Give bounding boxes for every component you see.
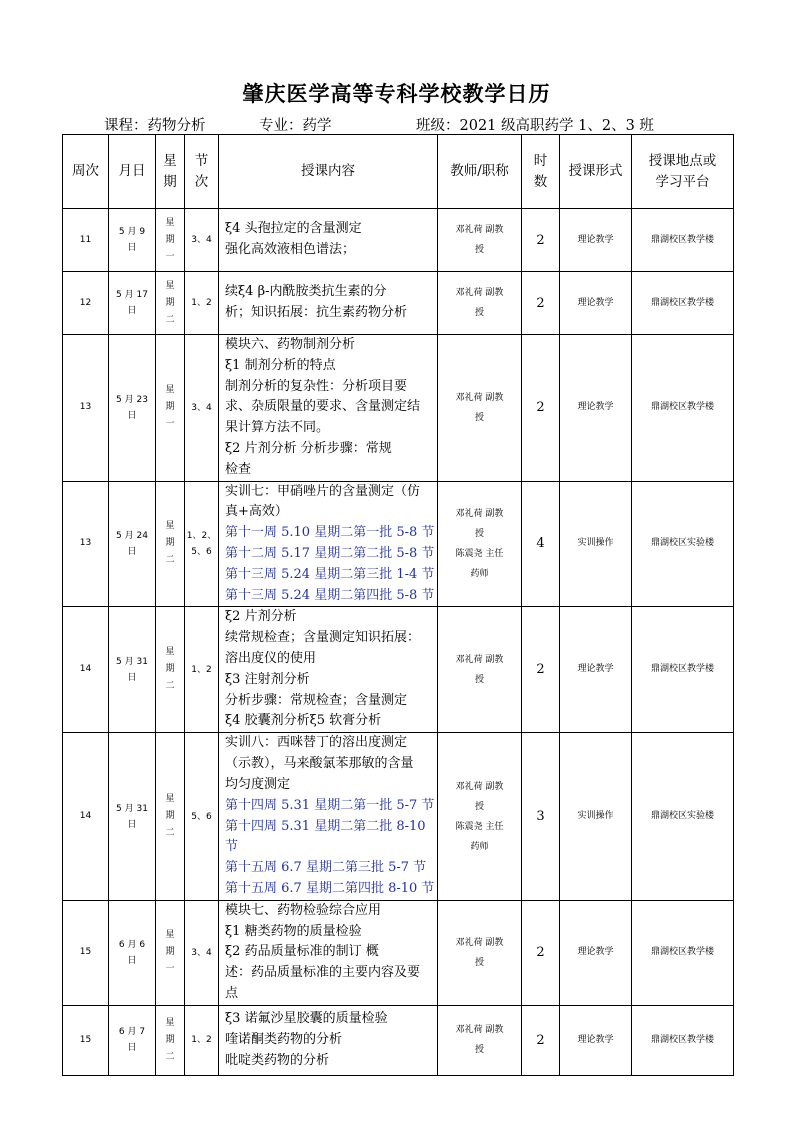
content-line: ξ2 药品质量标准的制订 概 [225, 944, 379, 960]
weekday-char: 期 [165, 538, 175, 549]
content-line: ξ4 胶囊剂分析ξ5 软膏分析 [225, 713, 382, 729]
section-line: 1、2 [191, 298, 212, 308]
date-cell [109, 481, 156, 607]
place-cell: 鼎湖校区实验楼 [632, 733, 734, 900]
teacher-cell [438, 900, 522, 1005]
form-cell: 理论教学 [560, 900, 632, 1005]
content-cell [219, 733, 438, 900]
form-cell: 理论教学 [560, 335, 632, 482]
section-cell [185, 209, 219, 272]
weekday-cell [156, 209, 185, 272]
content-line: ξ1 制剂分析的特点 [225, 357, 336, 373]
weekday-char: 星 [165, 647, 175, 658]
section-cell [185, 900, 219, 1005]
form-cell: 理论教学 [560, 272, 632, 335]
content-line: 析；知识拓展：抗生素药物分析 [225, 305, 408, 320]
content-line: ξ4 头孢拉定的含量测定 [225, 221, 362, 237]
weekday-char: 期 [165, 402, 175, 413]
weekday-char: 星 [165, 217, 175, 228]
weekday-cell [156, 607, 185, 733]
teacher-line: 邓礼荷 副教 [455, 392, 504, 403]
content-cell [219, 209, 438, 272]
section-cell [185, 733, 219, 900]
week-cell: 15 [63, 1005, 109, 1075]
date-line: 日 [127, 955, 137, 966]
table-row [63, 481, 734, 607]
date-line: 5 月 24 [116, 530, 148, 541]
teacher-cell [438, 481, 522, 607]
section-line: 3、4 [191, 235, 212, 245]
teacher-cell [438, 1005, 522, 1075]
teacher-line: 授 [474, 674, 484, 685]
schedule-batch-line: 第十一周 5.10 星期二第一批 5-8 节 [225, 525, 435, 541]
date-line: 5 月 9 [118, 227, 146, 237]
content-line: ξ3 诺氟沙星胶囊的质量检验 [225, 1011, 388, 1027]
date-line: 6 月 7 [118, 1027, 146, 1038]
weekday-char: 期 [165, 947, 175, 958]
content-line: ξ2 片剂分析 [225, 609, 297, 625]
date-line: 5 月 23 [116, 394, 148, 405]
section-cell [185, 481, 219, 607]
teacher-line: 邓礼荷 副教 [455, 1025, 504, 1036]
table-row [63, 1005, 734, 1075]
teacher-cell [438, 272, 522, 335]
week-cell: 12 [63, 272, 109, 335]
section-cell [185, 335, 219, 482]
week-cell: 11 [63, 209, 109, 272]
table-row [63, 900, 734, 1005]
place-cell: 鼎湖校区教学楼 [632, 209, 734, 272]
content-line: （示教），马来酸氯苯那敏的含量 [225, 756, 414, 772]
form-cell: 实训操作 [560, 481, 632, 607]
weekday-char: 期 [165, 664, 175, 675]
content-line: 溶出度仪的使用 [225, 651, 317, 667]
week-cell: 13 [63, 481, 109, 607]
header-form: 授课形式 [560, 135, 632, 209]
teacher-line: 陈震尧 主任 [455, 548, 504, 559]
weekday-char: 星 [165, 930, 175, 941]
header-teacher: 教师/职称 [438, 135, 522, 209]
section-line: 1、2、 [186, 530, 217, 541]
weekday-char: 期 [165, 811, 175, 822]
teacher-line: 陈震尧 主任 [455, 821, 504, 832]
form-cell: 理论教学 [560, 607, 632, 733]
teacher-cell [438, 733, 522, 900]
date-line: 日 [127, 819, 137, 830]
content-cell [219, 900, 438, 1005]
weekday-char: 二 [165, 828, 175, 839]
content-cell [219, 272, 438, 335]
date-line: 5 月 17 [116, 290, 148, 300]
teacher-line: 药师 [470, 841, 489, 852]
weekday-char: 期 [165, 1034, 175, 1045]
weekday-char: 一 [165, 251, 175, 262]
teacher-line: 授 [474, 245, 484, 255]
content-line: 续常规检查；含量测定知识拓展： [225, 630, 421, 646]
place-cell: 鼎湖校区教学楼 [632, 900, 734, 1005]
section-line: 1、2 [191, 1035, 212, 1046]
content-line: ξ1 糖类药物的质量检验 [225, 923, 362, 939]
table-row [63, 272, 734, 335]
section-line: 5、6 [191, 546, 212, 557]
form-cell: 实训操作 [560, 733, 632, 900]
date-line: 5 月 31 [116, 803, 148, 814]
date-cell [109, 335, 156, 482]
section-line: 1、2 [191, 664, 212, 675]
schedule-batch-line: 节 [225, 839, 239, 855]
content-line: ξ3 注射剂分析 [225, 671, 310, 687]
place-cell: 鼎湖校区教学楼 [632, 335, 734, 482]
date-line: 日 [127, 1043, 137, 1054]
section-cell [185, 607, 219, 733]
weekday-char: 星 [165, 385, 175, 396]
content-line: 求、杂质限量的要求、含量测定结 [225, 399, 421, 415]
teacher-line: 邓礼荷 副教 [455, 654, 504, 665]
teaching-calendar-table [62, 134, 734, 1076]
hours-cell: 2 [522, 1005, 560, 1075]
date-cell [109, 272, 156, 335]
content-line: 实训八：西咪替丁的溶出度测定 [225, 735, 408, 751]
hours-cell: 2 [522, 335, 560, 482]
date-cell [109, 209, 156, 272]
content-line: 制剂分析的复杂性：分析项目要 [225, 378, 408, 394]
teacher-line: 授 [474, 308, 484, 318]
weekday-char: 二 [165, 1051, 175, 1062]
date-line: 日 [127, 672, 137, 683]
section-line: 3、4 [191, 947, 212, 958]
week-cell: 14 [63, 733, 109, 900]
content-line: 点 [225, 985, 239, 1001]
content-cell [219, 1005, 438, 1075]
content-line: 述：药品质量标准的主要内容及要 [225, 965, 421, 981]
schedule-batch-line: 第十五周 6.7 星期二第三批 5-7 节 [225, 860, 427, 876]
week-cell: 15 [63, 900, 109, 1005]
header-weekday-line: 星 [163, 152, 177, 169]
header-section [185, 135, 219, 209]
content-line: 真+高效） [225, 504, 288, 520]
teacher-cell [438, 335, 522, 482]
place-cell: 鼎湖校区实验楼 [632, 481, 734, 607]
content-line: 吡啶类药物的分析 [225, 1052, 330, 1068]
header-place-line: 学习平台 [655, 173, 710, 190]
content-line: 均匀度测定 [225, 776, 291, 792]
place-cell: 鼎湖校区教学楼 [632, 272, 734, 335]
header-week: 周次 [63, 135, 109, 209]
date-line: 日 [127, 546, 137, 557]
schedule-batch-line: 第十四周 5.31 星期二第二批 8-10 [225, 818, 426, 834]
content-line: 续ξ4 β-内酰胺类抗生素的分 [225, 284, 387, 300]
teacher-cell [438, 607, 522, 733]
section-line: 3、4 [191, 402, 212, 413]
form-cell: 理论教学 [560, 209, 632, 272]
hours-cell: 4 [522, 481, 560, 607]
teacher-line: 邓礼荷 副教 [455, 288, 504, 298]
content-line: 果计算方法不同。 [225, 420, 330, 436]
section-cell [185, 1005, 219, 1075]
week-cell: 13 [63, 335, 109, 482]
schedule-batch-line: 第十四周 5.31 星期二第一批 5-7 节 [225, 797, 435, 813]
hours-cell: 2 [522, 209, 560, 272]
hours-cell: 3 [522, 733, 560, 900]
header-hours-line: 数 [533, 173, 548, 190]
weekday-cell [156, 335, 185, 482]
weekday-cell [156, 733, 185, 900]
schedule-batch-line: 第十三周 5.24 星期二第四批 5-8 节 [225, 587, 435, 603]
weekday-char: 星 [165, 794, 175, 805]
table-row [63, 335, 734, 482]
schedule-batch-line: 第十五周 6.7 星期二第四批 8-10 节 [225, 880, 435, 896]
content-line: 检查 [225, 461, 252, 477]
weekday-char: 星 [165, 280, 175, 291]
date-cell [109, 1005, 156, 1075]
teacher-line: 授 [474, 801, 484, 812]
form-cell: 理论教学 [560, 1005, 632, 1075]
week-cell: 14 [63, 607, 109, 733]
date-line: 日 [127, 243, 137, 253]
section-cell [185, 272, 219, 335]
table-row [63, 607, 734, 733]
teacher-line: 药师 [470, 568, 489, 579]
course-info-line [62, 114, 762, 136]
place-cell: 鼎湖校区教学楼 [632, 1005, 734, 1075]
content-cell [219, 335, 438, 482]
weekday-cell [156, 1005, 185, 1075]
section-line: 5、6 [191, 811, 212, 822]
major-label: 专业：药学 [259, 118, 332, 134]
content-line: 模块七、药物检验综合应用 [225, 902, 382, 918]
header-hours [522, 135, 560, 209]
course-label: 课程：药物分析 [104, 118, 206, 134]
page-title: 肇庆医学高等专科学校教学日历 [242, 82, 551, 106]
header-place [632, 135, 734, 209]
header-hours-line: 时 [533, 152, 548, 169]
weekday-char: 期 [165, 234, 175, 245]
content-line: 实训七：甲硝唑片的含量测定（仿 [225, 483, 421, 499]
date-line: 日 [127, 410, 137, 421]
teacher-line: 邓礼荷 副教 [455, 225, 504, 235]
weekday-char: 星 [165, 1017, 175, 1028]
table-row [63, 733, 734, 900]
hours-cell: 2 [522, 272, 560, 335]
table-row [63, 209, 734, 272]
weekday-cell [156, 481, 185, 607]
content-line: 强化高效液相色谱法； [225, 242, 356, 257]
header-weekday [156, 135, 185, 209]
content-line: 模块六、药物制剂分析 [225, 337, 356, 352]
hours-cell: 2 [522, 900, 560, 1005]
teacher-cell [438, 209, 522, 272]
content-line: ξ2 片剂分析 分析步骤：常规 [225, 440, 392, 456]
date-line: 6 月 6 [118, 939, 146, 950]
weekday-cell [156, 272, 185, 335]
header-content: 授课内容 [219, 135, 438, 209]
date-cell [109, 733, 156, 900]
header-weekday-line: 期 [163, 173, 177, 190]
place-cell: 鼎湖校区教学楼 [632, 607, 734, 733]
teacher-line: 邓礼荷 副教 [455, 781, 504, 792]
schedule-batch-line: 第十三周 5.24 星期二第三批 1-4 节 [225, 566, 435, 582]
schedule-batch-line: 第十二周 5.17 星期二第二批 5-8 节 [225, 545, 435, 561]
header-section-line: 次 [194, 173, 209, 190]
content-cell [219, 481, 438, 607]
content-line: 喹诺酮类药物的分析 [225, 1031, 343, 1047]
date-line: 5 月 31 [116, 656, 148, 667]
table-header-row [63, 135, 734, 209]
content-line: 分析步骤：常规检查；含量测定 [225, 692, 408, 708]
weekday-char: 二 [165, 314, 175, 325]
weekday-char: 一 [165, 419, 175, 430]
weekday-char: 星 [165, 521, 175, 532]
teacher-line: 授 [474, 412, 484, 423]
weekday-char: 二 [165, 555, 175, 566]
date-line: 日 [127, 306, 137, 316]
teacher-line: 邓礼荷 副教 [455, 508, 504, 519]
header-date: 月日 [109, 135, 156, 209]
header-section-line: 节 [194, 152, 209, 169]
header-place-line: 授课地点或 [648, 152, 717, 169]
weekday-char: 期 [165, 297, 175, 308]
teacher-line: 授 [474, 528, 484, 539]
weekday-char: 二 [165, 681, 175, 692]
content-cell [219, 607, 438, 733]
teacher-line: 邓礼荷 副教 [455, 937, 504, 948]
weekday-char: 一 [165, 964, 175, 975]
hours-cell: 2 [522, 607, 560, 733]
class-label: 班级：2021 级高职药学 1、2、3 班 [416, 118, 654, 134]
date-cell [109, 900, 156, 1005]
teacher-line: 授 [474, 957, 484, 968]
date-cell [109, 607, 156, 733]
teacher-line: 授 [474, 1045, 484, 1056]
weekday-cell [156, 900, 185, 1005]
